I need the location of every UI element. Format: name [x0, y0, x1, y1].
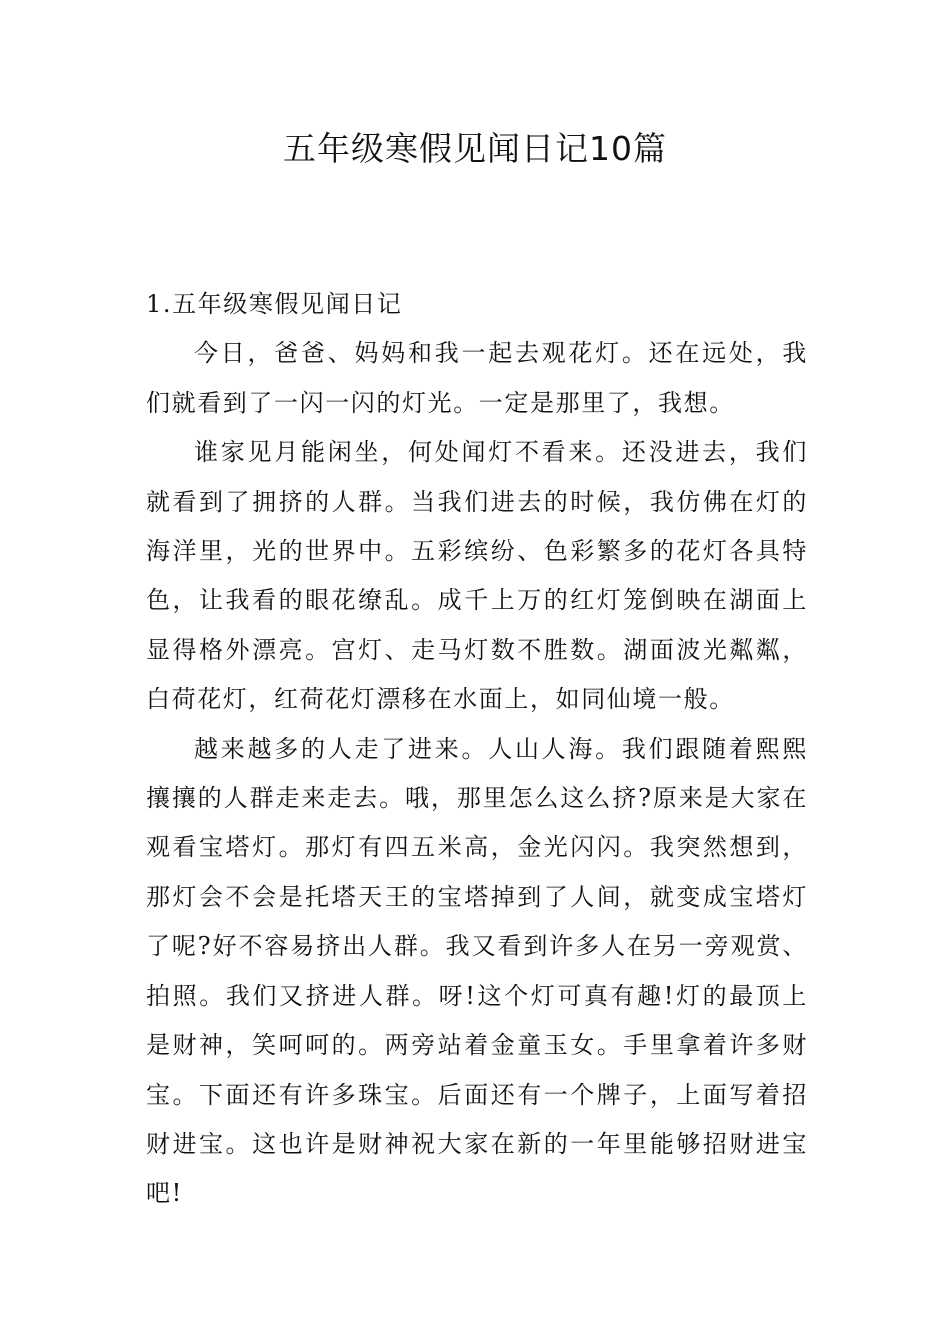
paragraph: 谁家见月能闲坐，何处闻灯不看来。还没进去，我们就看到了拥挤的人群。当我们进去的时候，我仿佛在灯的海洋里，光的世界中。五彩缤纷、色彩繁多的花灯各具特色，让我看的眼花缭乱。成千上万的红灯笼倒映在湖面上显得格外漂亮。宫灯、走马灯数不胜数。湖面波光粼粼，白荷花灯，红荷花灯漂移在水面上，如同仙境一般。 — [146, 438, 808, 714]
paragraph: 越来越多的人走了进来。人山人海。我们跟随着熙熙攘攘的人群走来走去。哦，那里怎么这么挤?原来是大家在观看宝塔灯。那灯有四五米高，金光闪闪。我突然想到，那灯会不会是托塔天王的宝塔掉到了人间，就变成宝塔灯了呢?好不容易挤出人群。我又看到许多人在另一旁观赏、拍照。我们又挤进人群。呀!这个灯可真有趣!灯的最顶上是财神，笑呵呵的。两旁站着金童玉女。手里拿着许多财宝。下面还有许多珠宝。后面还有一个牌子，上面写着招财进宝。这也许是财神祝大家在新的一年里能够招财进宝吧! — [146, 734, 808, 1208]
paragraph: 今日，爸爸、妈妈和我一起去观花灯。还在远处，我们就看到了一闪一闪的灯光。一定是那里了，我想。 — [146, 339, 808, 417]
document-title: 五年级寒假见闻日记10篇 — [283, 129, 667, 168]
document-body — [146, 280, 808, 1219]
section-heading: 1.五年级寒假见闻日记 — [146, 290, 403, 318]
